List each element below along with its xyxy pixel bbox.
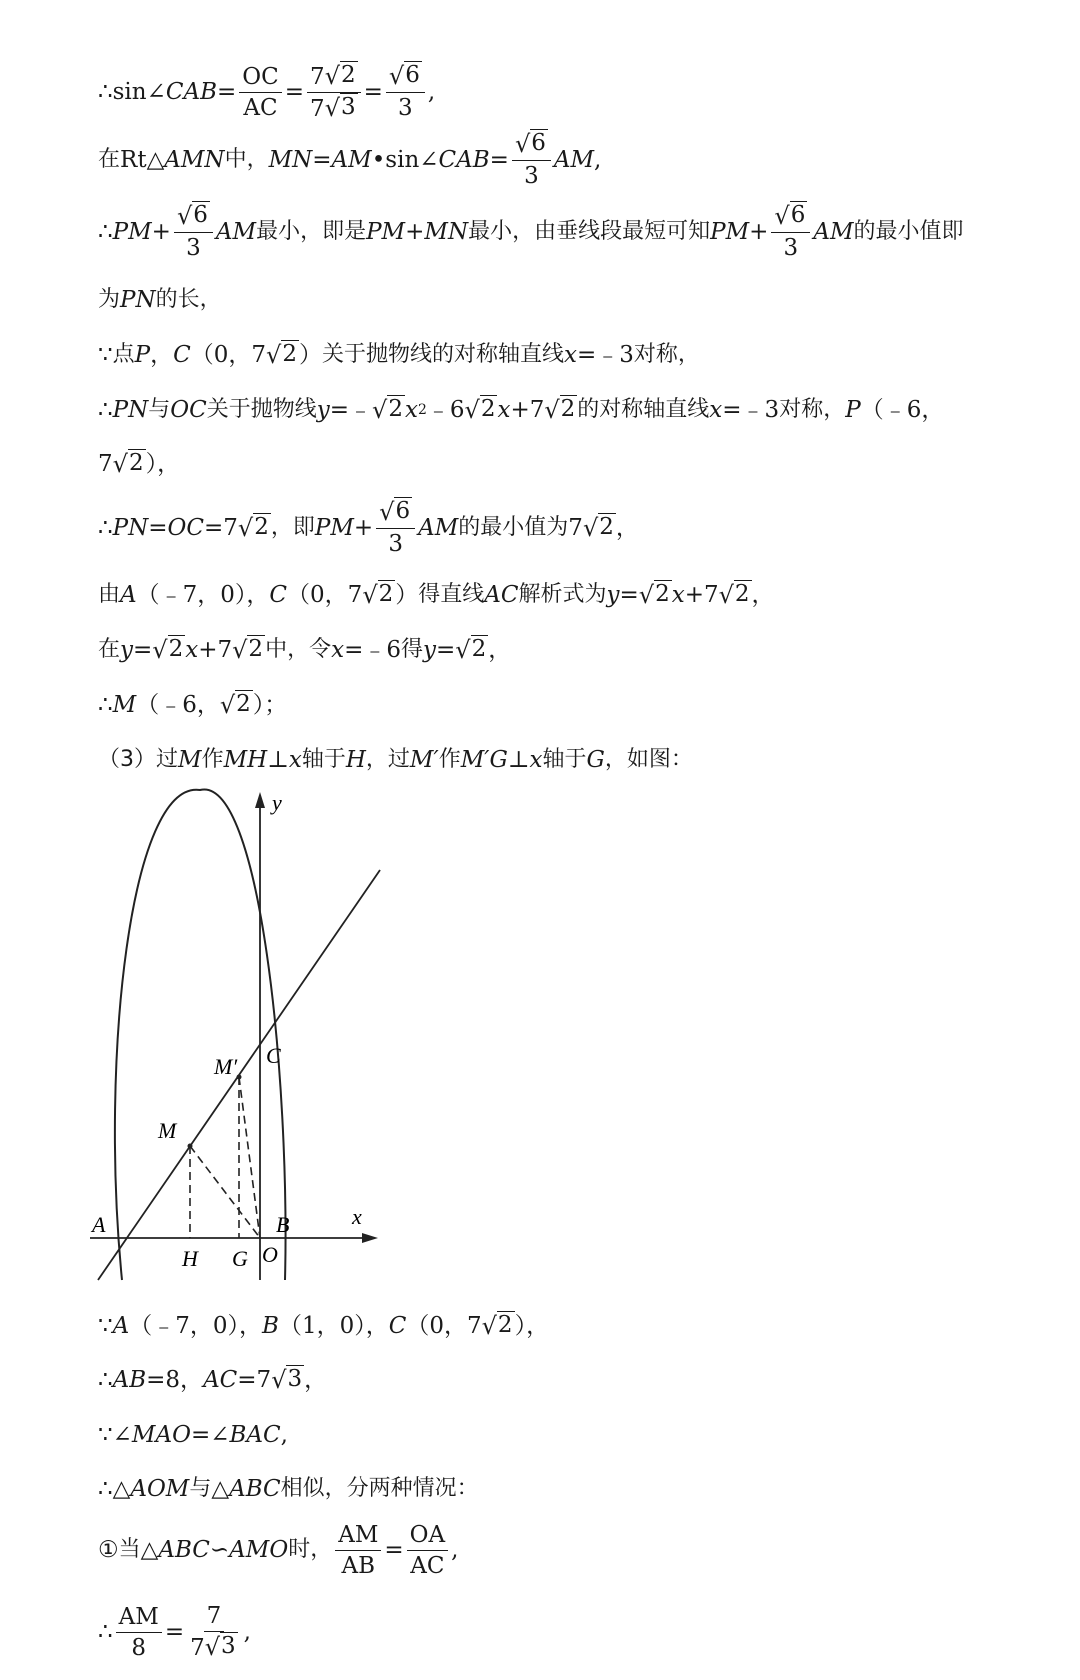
line-4: 为 PN 的长， <box>98 287 222 313</box>
y-axis-arrow <box>255 792 265 808</box>
label-x: x <box>352 1204 362 1229</box>
label-y: y <box>272 790 282 815</box>
line-6: ∴ PN 与 OC 关于抛物线 y =﹣ √ 2 x 2 ﹣6 √ 2 x +7 √ 2 的对称轴直线 x =﹣3 对称， P （﹣6， <box>98 396 945 424</box>
line-10: 在 y = √ 2 x +7 √ 2 中，令 x =﹣6 得 y = √ 2 ， <box>98 636 512 664</box>
line-15: ∵∠ MAO =∠ BAC , <box>98 1422 288 1448</box>
label-b: B <box>276 1212 290 1237</box>
line-1: ∴sin∠ CAB = $\frac{OC}{AC}$ = 7 √ 2 7 √ 3 = √ 6 3 , <box>98 61 436 122</box>
line-18: ∴ $\frac{AM}{8}$ = 7 7 √ 3 , <box>98 1603 251 1661</box>
label-g: G <box>232 1246 248 1271</box>
line-16: ∴△ AOM 与 △ ABC 相似，分两种情况： <box>98 1476 479 1502</box>
label-m-prime: M′ <box>214 1054 238 1079</box>
line-9: 由 A （﹣7，0）， C （0，7 √ 2 ） 得直线 AC 解析式为 y = √ 2 x +7 √ 2 ， <box>98 581 775 609</box>
line-8: ∴ PN = OC =7 √ 2 ，即 PM + √ 6 3 AM 的最小值为 7 √ 2 ， <box>98 498 639 557</box>
line-5: ∵ 点 P ， C （0，7 √ 2 ） 关于抛物线的对称轴直线 x =﹣3 对称， <box>98 341 700 369</box>
line-12: （3）过 M 作 MH ⊥ x 轴于 H ，过 M′ 作 M′G ⊥ x 轴于 G ，如图： <box>98 747 693 773</box>
label-o: O <box>262 1242 278 1267</box>
label-m: M <box>158 1118 177 1143</box>
line-11: ∴ M （﹣6， √ 2 ）； <box>98 691 288 719</box>
parabola-figure <box>90 780 390 1290</box>
label-c: C <box>266 1043 281 1068</box>
line-14: ∴ AB =8， AC =7 √ 3 ， <box>98 1366 328 1394</box>
point-m <box>188 1144 193 1149</box>
line-13: ∵ A （﹣7，0）， B （1，0）， C （0，7 √ 2 ）， <box>98 1312 550 1340</box>
label-a: A <box>92 1212 106 1237</box>
line-3: ∴ PM + √ 6 3 AM 最小，即是 PM + MN 最小，由垂线段最短可知 PM + √ 6 3 AM 的最小值即 <box>98 202 964 261</box>
line-7: 7 √ 2 ）， <box>98 450 181 478</box>
point-m-prime <box>237 1075 242 1080</box>
line-17: ① 当 △ ABC ∽ AMO 时， $\frac{AM}{AB}$ = $\frac{OA}{AC}$ , <box>98 1521 459 1579</box>
label-h: H <box>182 1246 198 1271</box>
line-2: 在 Rt△ AMN 中， MN = AM •sin∠ CAB = √ 6 3 AM , <box>98 130 602 189</box>
x-axis-arrow <box>362 1233 378 1243</box>
